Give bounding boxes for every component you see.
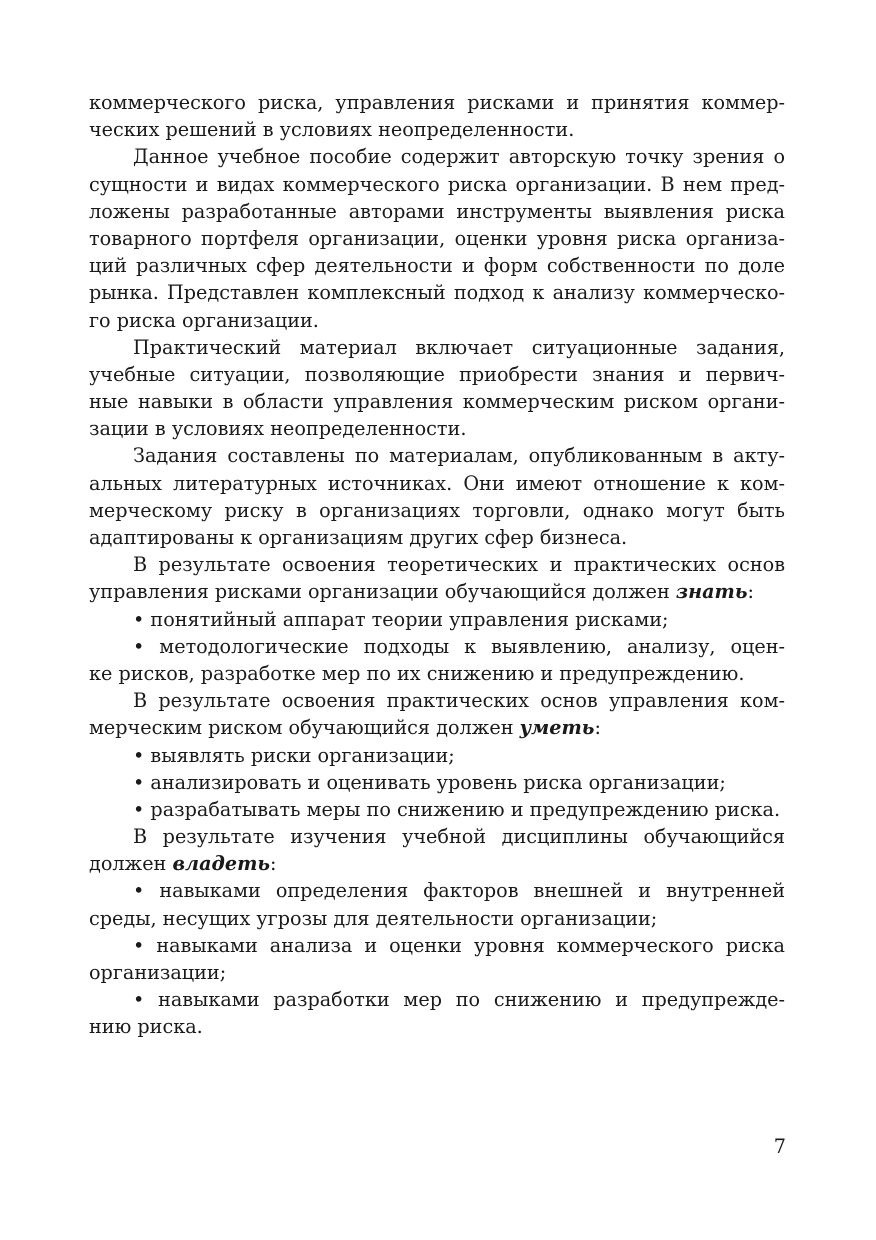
- text-line: ке рисков, разработке мер по их снижению и предупреждению.: [89, 661, 745, 685]
- emphasis-be-able: уметь: [519, 716, 595, 740]
- text-line: В результате освоения практических основ управления ком-: [133, 689, 785, 713]
- text-span: должен: [89, 852, 173, 876]
- bullet-item: • методологические подходы к выявлению, анализу, оцен-: [133, 634, 785, 658]
- text-span: мерческим риском обучающийся должен: [89, 716, 520, 740]
- emphasis-master: владеть: [172, 852, 271, 876]
- text-line: В результате освоения теоретических и практических основ: [133, 553, 785, 577]
- text-line: среды, несущих угрозы для деятельности организации;: [89, 906, 658, 930]
- text-line: [89, 850, 785, 877]
- text-line: [89, 714, 785, 741]
- text-line: адаптированы к организациям других сфер бизнеса.: [89, 526, 628, 549]
- bullet-item: • выявлять риски организации;: [133, 743, 455, 767]
- text-line: ческих решений в условиях неопределенности.: [89, 118, 575, 142]
- bullet-item: • навыками разработки мер по снижению и предупрежде-: [133, 988, 785, 1012]
- text-line: нию риска.: [89, 1015, 203, 1039]
- text-line: Практический материал включает ситуационные задания,: [133, 335, 785, 359]
- text-line: альных литературных источниках. Они имеют отношение к ком-: [89, 471, 785, 495]
- text-line: учебные ситуации, позволяющие приобрести знания и первич-: [89, 362, 785, 386]
- bullet-item: • понятийный аппарат теории управления рисками;: [133, 607, 669, 631]
- bullet-item: • разрабатывать меры по снижению и предупреждению риска.: [133, 797, 781, 821]
- bullet-item: • навыками анализа и оценки уровня коммерческого риска: [133, 933, 785, 957]
- text-line: В результате изучения учебной дисциплины обучающийся: [133, 825, 785, 849]
- document-page: [89, 89, 785, 1041]
- text-line: го риска организации.: [89, 308, 319, 332]
- text-line: зации в условиях неопределенности.: [89, 417, 467, 441]
- bullet-item: • анализировать и оценивать уровень риска организации;: [133, 770, 726, 794]
- text-line: товарного портфеля организации, оценки уровня риска организа-: [89, 226, 785, 250]
- text-line: ций различных сфер деятельности и форм собственности по доле: [89, 254, 785, 278]
- page-number: 7: [773, 1135, 786, 1158]
- text-line: сущности и видах коммерческого риска организации. В нем пред-: [89, 172, 785, 196]
- text-line: ложены разработанные авторами инструменты выявления риска: [89, 199, 785, 223]
- text-line: Задания составлены по материалам, опубликованным в акту-: [133, 444, 785, 468]
- text-span: управления рисками организации обучающийся должен: [89, 580, 676, 604]
- text-line: [89, 578, 785, 605]
- text-span: :: [594, 716, 601, 740]
- text-line: коммерческого риска, управления рисками и принятия коммер-: [89, 91, 785, 114]
- text-line: Данное учебное пособие содержит авторскую точку зрения о: [133, 145, 785, 169]
- text-line: рынка. Представлен комплексный подход к анализу коммерческо-: [89, 281, 785, 305]
- text-span: :: [270, 852, 277, 876]
- text-span: :: [747, 580, 754, 604]
- text-line: ные навыки в области управления коммерческим риском органи-: [89, 390, 785, 414]
- emphasis-know: знать: [675, 580, 748, 604]
- text-line: организации;: [89, 961, 227, 984]
- text-line: мерческому риску в организациях торговли, однако могут быть: [89, 498, 785, 522]
- bullet-item: • навыками определения факторов внешней и внутренней: [133, 879, 785, 903]
